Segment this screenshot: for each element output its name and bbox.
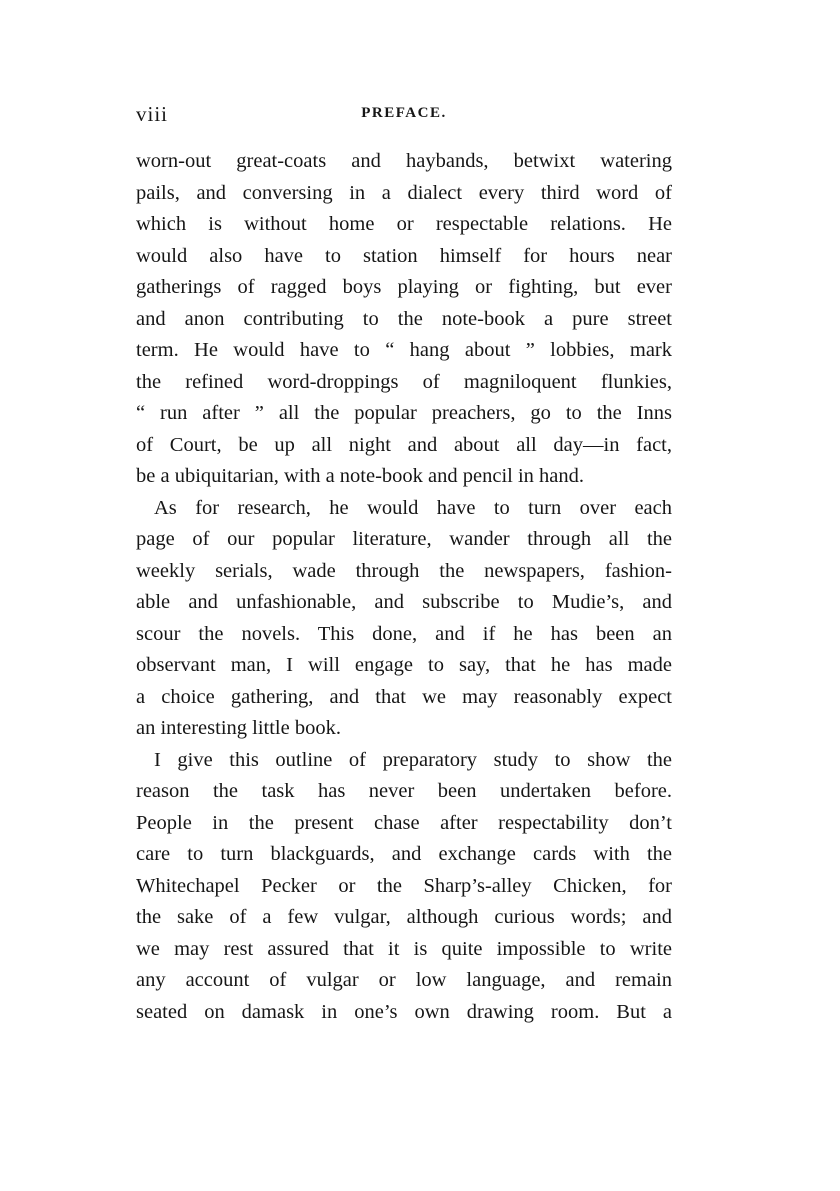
text-line: the sake of a few vulgar, although curious words; and bbox=[136, 906, 672, 928]
text-line: able and unfashionable, and subscribe to Mudie’s, and bbox=[136, 591, 672, 613]
text-line: be a ubiquitarian, with a note-book and pencil in hand. bbox=[136, 465, 585, 487]
text-line: any account of vulgar or low language, and remain bbox=[136, 969, 672, 991]
text-line: scour the novels. This done, and if he has been an bbox=[136, 622, 672, 645]
text-line: Whitechapel Pecker or the Sharp’s-alley Chicken, for bbox=[136, 874, 672, 897]
page-header bbox=[136, 102, 672, 132]
text-line: I give this outline of preparatory study to show the bbox=[154, 748, 672, 771]
text-line: weekly serials, wade through the newspapers, fashion- bbox=[136, 559, 672, 582]
text-line: People in the present chase after respectability don’t bbox=[136, 811, 672, 834]
text-line: As for research, he would have to turn over each bbox=[154, 496, 672, 519]
text-line: seated on damask in one’s own drawing room. But a bbox=[136, 1000, 672, 1023]
text-line: pails, and conversing in a dialect every third word of bbox=[136, 181, 672, 204]
text-line: we may rest assured that it is quite impossible to write bbox=[136, 937, 672, 960]
text-line: the refined word-droppings of magniloquent flunkies, bbox=[136, 370, 672, 393]
text-line: an interesting little book. bbox=[136, 717, 341, 739]
body-text bbox=[136, 146, 672, 1028]
page-number: viii bbox=[136, 102, 169, 126]
text-line: would also have to station himself for hours near bbox=[136, 244, 672, 267]
text-line: care to turn blackguards, and exchange cards with the bbox=[136, 843, 672, 865]
text-line: of Court, be up all night and about all day—in fact, bbox=[136, 433, 672, 456]
text-line: and anon contributing to the note-book a pure street bbox=[136, 307, 672, 330]
text-line: which is without home or respectable relations. He bbox=[136, 213, 672, 235]
text-line: a choice gathering, and that we may reasonably expect bbox=[136, 685, 672, 708]
paragraph bbox=[136, 146, 672, 493]
paragraph bbox=[136, 493, 672, 745]
text-line: reason the task has never been undertaken before. bbox=[136, 780, 672, 802]
paragraph bbox=[136, 745, 672, 1029]
text-line: page of our popular literature, wander through all the bbox=[136, 528, 672, 550]
text-line: worn-out great-coats and haybands, betwixt watering bbox=[136, 150, 672, 172]
text-line: gatherings of ragged boys playing or fighting, but ever bbox=[136, 276, 672, 298]
text-line: “ run after ” all the popular preachers, go to the Inns bbox=[136, 402, 672, 424]
text-line: observant man, I will engage to say, that he has made bbox=[136, 654, 672, 676]
text-line: term. He would have to “ hang about ” lobbies, mark bbox=[136, 339, 672, 361]
running-head: PREFACE. bbox=[361, 105, 447, 121]
